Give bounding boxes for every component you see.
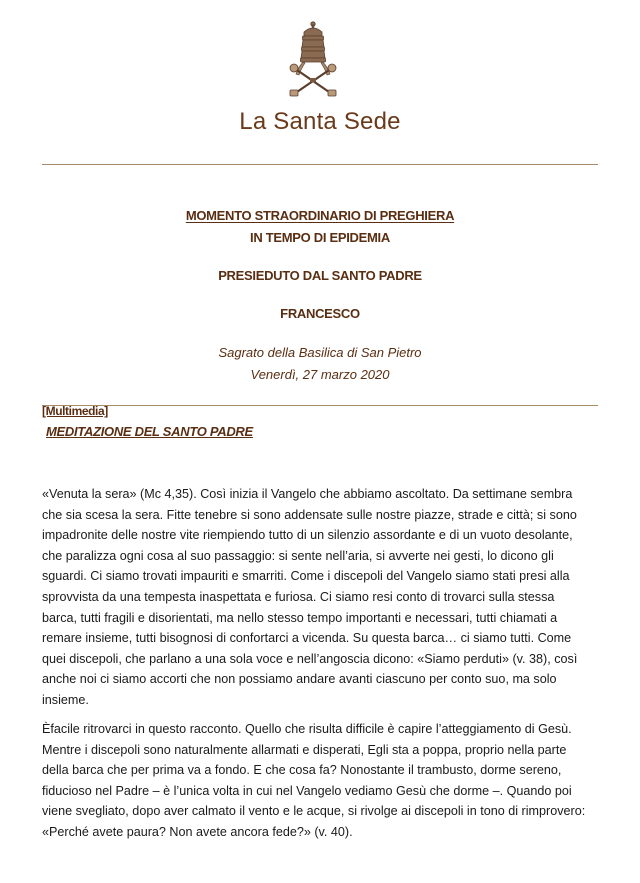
event-title-line-1: MOMENTO STRAORDINARIO DI PREGHIERA [185, 208, 455, 223]
presider-name: FRANCESCO [280, 306, 360, 321]
papal-emblem-icon [284, 20, 342, 100]
paragraph-line: che paralizza ogni cosa al suo passaggio: si sente nell’aria, si avverte nei gesti, lo dicono gli [42, 548, 554, 563]
paragraph-line: Èfacile ritrovarci in questo racconto. Quello che risulta difficile è capire l’atteggiamento di Gesù. [42, 722, 572, 736]
multimedia-link[interactable]: [Multimedia] [42, 404, 108, 418]
paragraph-2 [42, 719, 612, 843]
header-divider [42, 164, 598, 165]
paragraph-line: viene svegliato, dopo aver calmato il vento e le acque, si rivolge ai discepoli in tono di rimprovero: [42, 804, 586, 819]
event-date: Venerdì, 27 marzo 2020 [250, 367, 390, 382]
paragraph-line: insieme. [42, 692, 89, 707]
event-location: Sagrato della Basilica di San Pietro [218, 345, 422, 360]
paragraph-line: quei discepoli, che parlano a una sola voce e nell’angoscia dicono: «Siamo perduti» (v. 38), così [42, 651, 578, 666]
paragraph-line: «Venuta la sera» (Mc 4,35). Così inizia il Vangelo che abbiamo ascoltato. Da settimane sembra [42, 487, 573, 501]
paragraph-line: sprovvista da una tempesta inaspettata e furiosa. Ci siamo resi conto di trovarci sulla stessa [42, 589, 555, 604]
paragraph-line: barca, tutti fragili e disorientati, ma nello stesso tempo importanti e necessari, tutti chiamati a [42, 610, 558, 625]
paragraph-line: anche noi ci siamo accorti che non possiamo andare avanti ciascuno per conto suo, ma solo [42, 672, 557, 687]
paragraph-line: che sia scesa la sera. Fitte tenebre si sono addensate sulle nostre piazze, strade e città; si sono [42, 507, 577, 522]
paragraph-line: sguardi. Ci siamo trovati impauriti e smarriti. Come i discepoli del Vangelo siamo stati presi alla [42, 569, 570, 584]
site-title: La Santa Sede [239, 108, 401, 135]
presider-heading: PRESIEDUTO DAL SANTO PADRE [218, 268, 422, 283]
paragraph-1 [42, 484, 612, 711]
paragraph-line: «Perché avete paura? Non avete ancora fede?» (v. 40). [42, 824, 353, 839]
section-divider [42, 405, 598, 406]
event-title-line-2: IN TEMPO DI EPIDEMIA [250, 230, 390, 245]
paragraph-line: fiducioso nel Padre – è l’unica volta in cui nel Vangelo vediamo Gesù che dorme –. Quando poi [42, 783, 572, 798]
paragraph-line: impadronite delle nostre vite riempiendo tutto di un silenzio assordante e di un vuoto desolante, [42, 528, 573, 543]
section-title: MEDITAZIONE DEL SANTO PADRE [46, 424, 253, 439]
paragraph-line: della barca che per prima va a fondo. E che cosa fa? Nonostante il trambusto, dorme sereno, [42, 763, 562, 778]
paragraph-line: remare insieme, tutti bisognosi di confortarci a vicenda. Su questa barca… ci siamo tutti. Come [42, 631, 572, 646]
paragraph-line: Mentre i discepoli sono naturalmente allarmati e disperati, Egli sta a poppa, proprio nella parte [42, 742, 567, 757]
